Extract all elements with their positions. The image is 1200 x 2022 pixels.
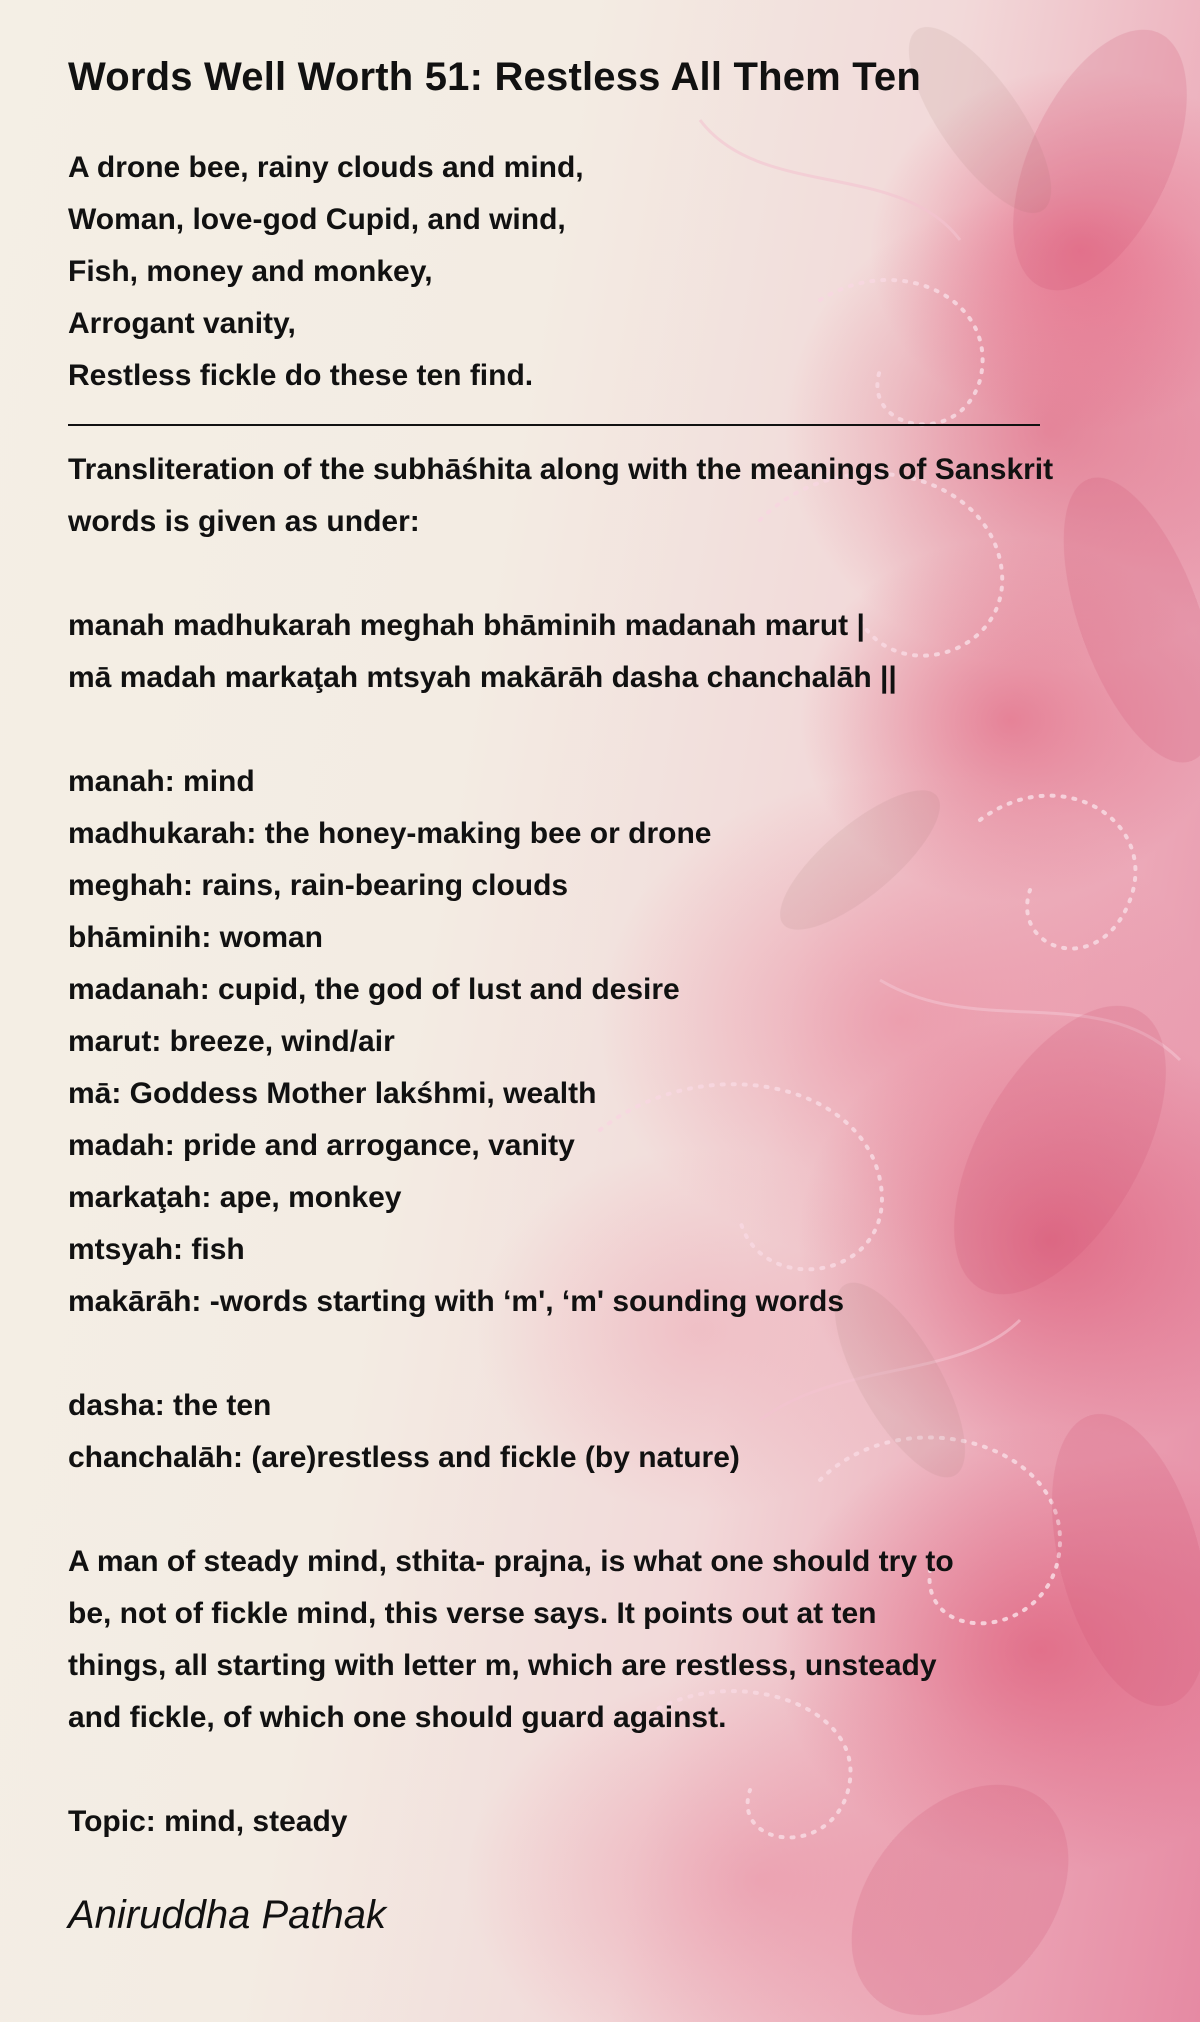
commentary-line: things, all starting with letter m, which are restless, unsteady xyxy=(68,1649,937,1682)
poem-title: Words Well Worth 51: Restless All Them Ten xyxy=(68,55,922,99)
glossary-line: chanchalāh: (are)restless and fickle (by nature) xyxy=(68,1441,740,1474)
verse-line: A drone bee, rainy clouds and mind, xyxy=(68,151,584,184)
verse-line: Fish, money and monkey, xyxy=(68,255,433,288)
poem-body xyxy=(68,142,1148,1848)
glossary-line: madhukarah: the honey-making bee or drone xyxy=(68,817,712,850)
glossary-line: madah: pride and arrogance, vanity xyxy=(68,1129,575,1162)
verse-line: Restless fickle do these ten find. xyxy=(68,359,534,392)
glossary-line: marut: breeze, wind/air xyxy=(68,1025,395,1058)
notes-line xyxy=(68,704,1148,756)
commentary-line: and fickle, of which one should guard against. xyxy=(68,1701,727,1734)
notes-line xyxy=(68,548,1148,600)
transliteration-line: manah madhukarah meghah bhāminih madanah marut | xyxy=(68,609,865,642)
glossary-line: markaţah: ape, monkey xyxy=(68,1181,402,1214)
verse-line: Woman, love-god Cupid, and wind, xyxy=(68,203,566,236)
glossary-line: mtsyah: fish xyxy=(68,1233,245,1266)
glossary-line: manah: mind xyxy=(68,765,255,798)
notes-line xyxy=(68,1484,1148,1536)
glossary-line: dasha: the ten xyxy=(68,1389,272,1422)
commentary-line: be, not of fickle mind, this verse says. It points out at ten xyxy=(68,1597,877,1630)
glossary-line: mā: Goddess Mother lakśhmi, wealth xyxy=(68,1077,597,1110)
notes-line xyxy=(68,1744,1148,1796)
verse-line: Arrogant vanity, xyxy=(68,307,296,340)
author-name: Aniruddha Pathak xyxy=(68,1893,387,1937)
horizontal-divider xyxy=(68,424,1040,426)
glossary-line: madanah: cupid, the god of lust and desire xyxy=(68,973,680,1006)
notes-line: Transliteration of the subhāśhita along with the meanings of Sanskrit xyxy=(68,453,1054,486)
transliteration-line: mā madah markaţah mtsyah makārāh dasha chanchalāh || xyxy=(68,661,897,694)
topic-line: Topic: mind, steady xyxy=(68,1805,348,1838)
notes-line: words is given as under: xyxy=(68,505,420,538)
commentary-line: A man of steady mind, sthita- prajna, is what one should try to xyxy=(68,1545,954,1578)
notes-line xyxy=(68,1328,1148,1380)
glossary-line: makārāh: -words starting with ‘m', ‘m' sounding words xyxy=(68,1285,845,1318)
glossary-line: bhāminih: woman xyxy=(68,921,323,954)
glossary-line: meghah: rains, rain-bearing clouds xyxy=(68,869,569,902)
